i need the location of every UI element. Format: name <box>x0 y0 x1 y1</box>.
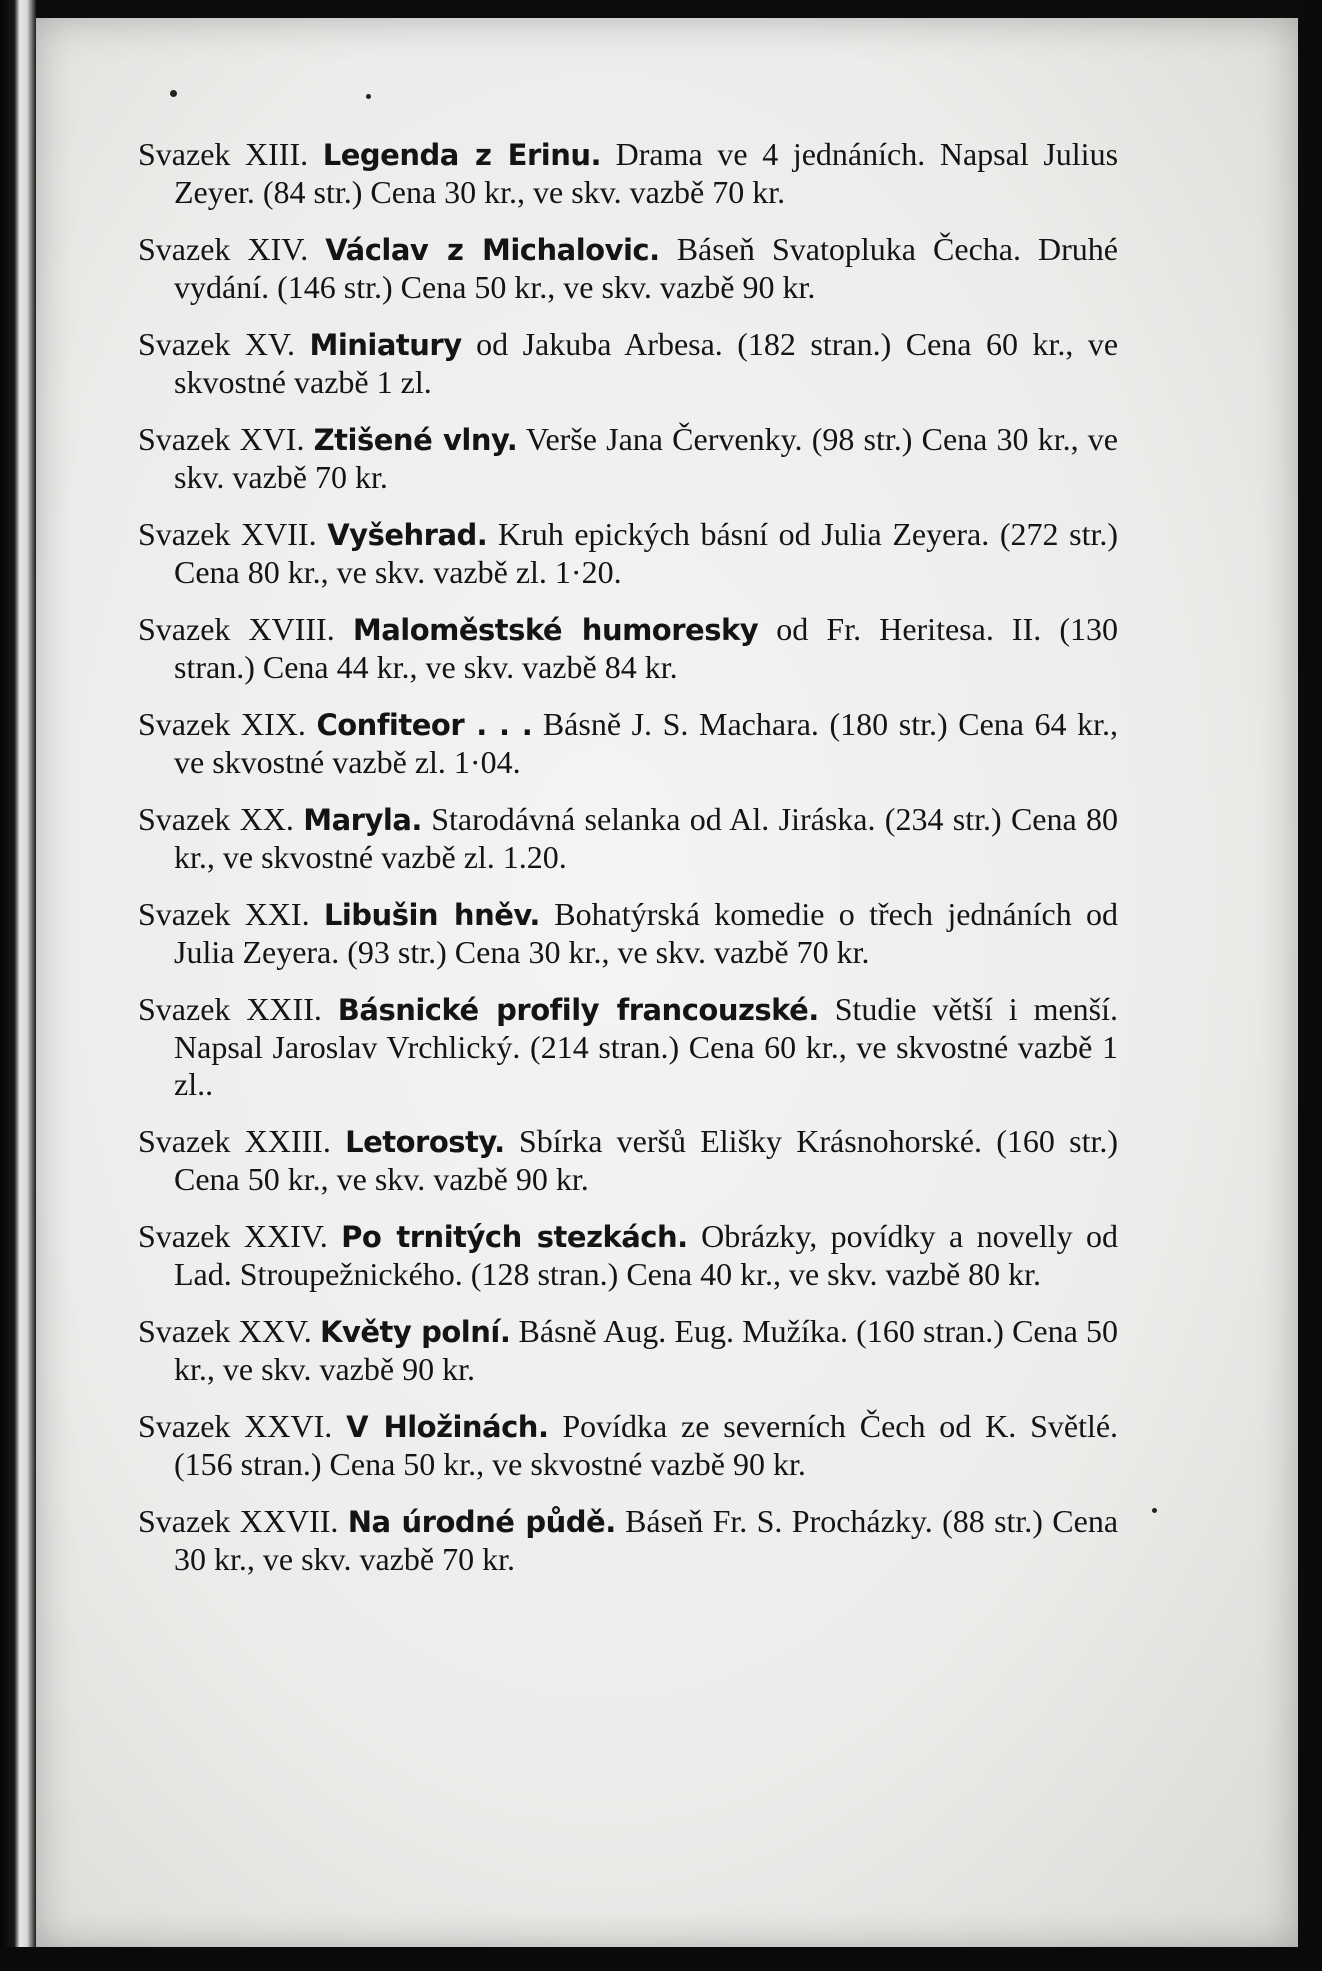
entry-details: Povídka ze severních Čech od K. Světlé. (156 stran.) Cena 50 kr., ve skvostné vazbě 90 kr. <box>174 1408 1119 1482</box>
catalog-entry <box>138 611 1118 686</box>
entry-details: Studie větší i menší. Napsal Jaroslav Vrchlický. (214 stran.) Cena 60 kr., ve skvostné vazbě 1 zl.. <box>174 991 1119 1102</box>
entry-volume: Svazek XVII. <box>138 516 317 552</box>
book-page <box>36 18 1298 1948</box>
bottom-scan-edge <box>0 1947 1322 1971</box>
entry-details: Sbírka veršů Elišky Krásnohorské. (160 str.) Cena 50 kr., ve skv. vazbě 90 kr. <box>174 1123 1119 1197</box>
catalog-entry <box>138 706 1118 781</box>
right-scan-edge <box>1298 0 1322 1971</box>
entry-details: Báseň Svatopluka Čecha. Druhé vydání. (146 str.) Cena 50 kr., ve skv. vazbě 90 kr. <box>174 231 1118 305</box>
entry-volume: Svazek XXII. <box>138 991 322 1027</box>
entry-volume: Svazek XXIII. <box>138 1123 331 1159</box>
catalog-entry <box>138 421 1118 496</box>
entry-volume: Svazek XV. <box>138 326 295 362</box>
catalog-entry <box>138 991 1118 1103</box>
catalog-entry <box>138 801 1118 876</box>
entry-title: Květy polní. <box>320 1315 511 1349</box>
entry-volume: Svazek XXI. <box>138 896 310 932</box>
entry-title: Libušin hněv. <box>323 898 540 932</box>
ink-speck <box>366 94 371 99</box>
entry-title: Letorosty. <box>345 1125 505 1159</box>
entry-details: Báseň Fr. S. Procházky. (88 str.) Cena 30 kr., ve skv. vazbě 70 kr. <box>174 1503 1119 1577</box>
entry-details: od Jakuba Arbesa. (182 stran.) Cena 60 kr., ve skvostné vazbě 1 zl. <box>174 326 1119 400</box>
catalog-entry <box>138 1503 1118 1578</box>
catalog-entry <box>138 1313 1118 1388</box>
entry-title: Ztišené vlny. <box>313 423 518 457</box>
entry-title: Maryla. <box>303 803 422 837</box>
catalog-entry <box>138 896 1118 971</box>
entry-volume: Svazek XX. <box>138 801 294 837</box>
ink-speck <box>170 90 177 97</box>
catalog-entry <box>138 231 1118 306</box>
entry-title: Legenda z Erinu. <box>322 138 602 172</box>
entry-volume: Svazek XIII. <box>138 136 309 172</box>
entry-title: Na úrodné půdě. <box>347 1505 616 1539</box>
entry-details: Bohatýrská komedie o třech jednáních od Julia Zeyera. (93 str.) Cena 30 kr., ve skv. vazbě 70 kr. <box>174 896 1118 970</box>
entry-title: Básnické profily francouzské. <box>337 993 819 1027</box>
catalog-list <box>138 136 1118 1598</box>
entry-volume: Svazek XVIII. <box>138 611 335 647</box>
entry-title: Po trnitých stezkách. <box>341 1220 688 1254</box>
entry-volume: Svazek XXVII. <box>138 1503 339 1539</box>
entry-title: Miniatury <box>309 328 462 362</box>
entry-volume: Svazek XVI. <box>138 421 305 457</box>
entry-details: Verše Jana Červenky. (98 str.) Cena 30 kr., ve skv. vazbě 70 kr. <box>174 421 1119 495</box>
entry-details: od Fr. Heritesa. II. (130 stran.) Cena 44 kr., ve skv. vazbě 84 kr. <box>174 611 1119 685</box>
entry-volume: Svazek XIV. <box>138 231 309 267</box>
entry-volume: Svazek XXIV. <box>138 1218 328 1254</box>
entry-title: Vyšehrad. <box>327 518 488 552</box>
ink-speck <box>1152 1508 1157 1513</box>
entry-title: Václav z Michalovic. <box>325 233 660 267</box>
entry-details: Obrázky, povídky a novelly od Lad. Stroupežnického. (128 stran.) Cena 40 kr., ve skv. vazbě 80 kr. <box>174 1218 1119 1292</box>
entry-volume: Svazek XIX. <box>138 706 306 742</box>
entry-title: V Hložinách. <box>346 1410 549 1444</box>
entry-details: Drama ve 4 jednáních. Napsal Julius Zeyer. (84 str.) Cena 30 kr., ve skv. vazbě 70 kr. <box>174 136 1119 210</box>
entry-title: Confiteor . . . <box>316 708 533 742</box>
entry-details: Kruh epických básní od Julia Zeyera. (272 str.) Cena 80 kr., ve skv. vazbě zl. 1·20. <box>174 516 1119 590</box>
catalog-entry <box>138 326 1118 401</box>
catalog-entry <box>138 1218 1118 1293</box>
entry-volume: Svazek XXV. <box>138 1313 312 1349</box>
catalog-entry <box>138 1408 1118 1483</box>
entry-details: Básně J. S. Machara. (180 str.) Cena 64 kr., ve skvostné vazbě zl. 1·04. <box>174 706 1119 780</box>
entry-details: Básně Aug. Eug. Mužíka. (160 stran.) Cena 50 kr., ve skv. vazbě 90 kr. <box>174 1313 1119 1387</box>
catalog-entry <box>138 516 1118 591</box>
catalog-entry <box>138 1123 1118 1198</box>
entry-volume: Svazek XXVI. <box>138 1408 333 1444</box>
entry-title: Maloměstské humoresky <box>352 613 759 647</box>
catalog-entry <box>138 136 1118 211</box>
entry-details: Starodávná selanka od Al. Jiráska. (234 str.) Cena 80 kr., ve skvostné vazbě zl. 1.20. <box>174 801 1119 875</box>
binding-edge <box>0 0 36 1971</box>
